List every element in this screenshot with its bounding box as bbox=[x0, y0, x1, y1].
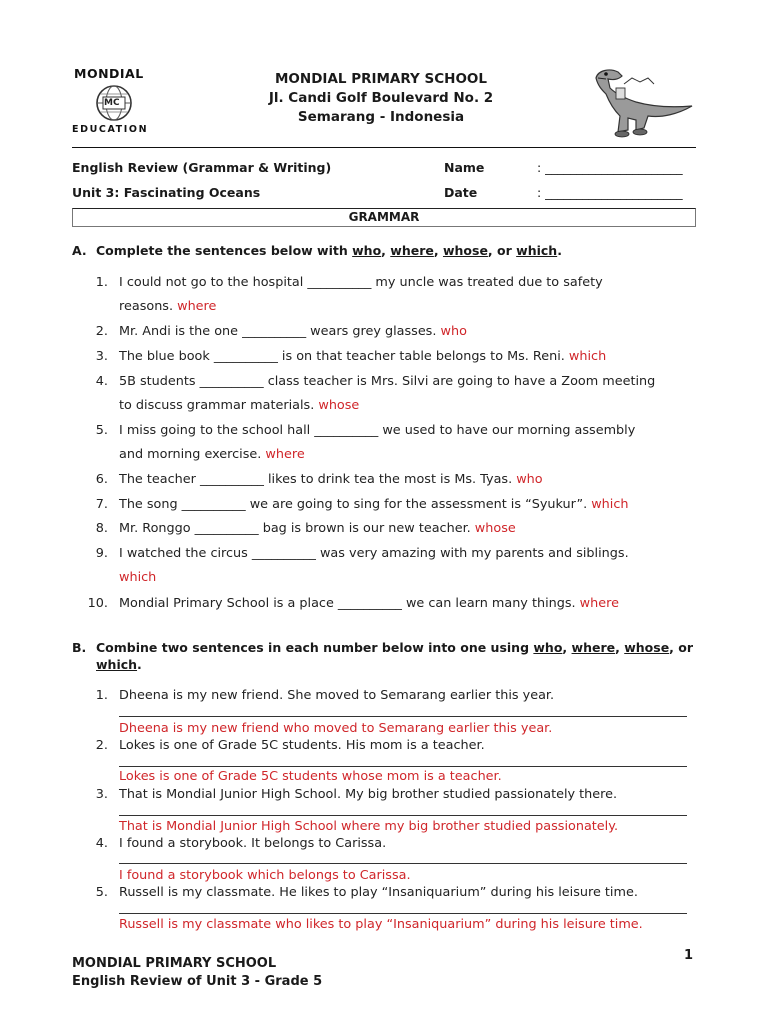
answer-text: which bbox=[119, 570, 157, 585]
page-number: 1 bbox=[684, 948, 694, 963]
footer-school-name: MONDIAL PRIMARY SCHOOL bbox=[72, 956, 277, 971]
section-a-heading bbox=[72, 242, 562, 259]
unit-title: Unit 3: Fascinating Oceans bbox=[72, 185, 261, 200]
answer-text: Dheena is my new friend who moved to Semarang earlier this year. bbox=[119, 721, 553, 736]
section-a-letter: A. bbox=[72, 243, 87, 258]
answer-text: I found a storybook which belongs to Carissa. bbox=[119, 868, 411, 883]
answer-line bbox=[119, 815, 687, 816]
answer-text: which bbox=[591, 497, 629, 512]
answer-text: where bbox=[579, 596, 619, 611]
answer-text: Russell is my classmate who likes to play “Insaniquarium” during his leisure time. bbox=[119, 917, 643, 932]
grammar-heading: GRAMMAR bbox=[72, 208, 696, 227]
list-item: 4. I found a storybook. It belongs to Carissa. I found a storybook which belongs to Carissa. bbox=[0, 836, 768, 886]
list-item: 5. Russell is my classmate. He likes to play “Insaniquarium” during his leisure time. Russell is my classmate who likes to play “Insaniquarium” during his leisure time. bbox=[0, 885, 768, 935]
section-b-letter: B. bbox=[72, 640, 87, 655]
date-field[interactable]: : ______________________ bbox=[537, 185, 683, 200]
answer-text: who bbox=[516, 472, 543, 487]
section-a-instruction: Complete the sentences below with who, where, whose, or which. bbox=[96, 243, 562, 258]
date-label: Date bbox=[444, 185, 478, 200]
answer-line bbox=[119, 766, 687, 767]
answer-text: where bbox=[177, 299, 217, 314]
footer-subtitle: English Review of Unit 3 - Grade 5 bbox=[72, 974, 323, 989]
logo-top-text: MONDIAL bbox=[74, 66, 144, 81]
answer-line bbox=[119, 913, 687, 914]
list-item: 3. That is Mondial Junior High School. My big brother studied passionately there. That is Mondial Junior High School where my big brother studied passionately. bbox=[0, 787, 768, 837]
school-city: Semarang - Indonesia bbox=[297, 109, 465, 125]
list-item: 1. Dheena is my new friend. She moved to Semarang earlier this year. Dheena is my new friend who moved to Semarang earlier this year. bbox=[0, 688, 768, 738]
dinosaur-mascot-icon bbox=[588, 64, 698, 142]
answer-text: which bbox=[568, 349, 607, 364]
section-b-instruction: Combine two sentences in each number below into one using who, where, whose, or bbox=[96, 640, 694, 655]
answer-text: whose bbox=[474, 521, 516, 536]
name-label: Name bbox=[444, 160, 485, 175]
name-field[interactable]: : ______________________ bbox=[537, 160, 683, 175]
answer-text: Lokes is one of Grade 5C students whose mom is a teacher. bbox=[119, 769, 502, 784]
school-name: MONDIAL PRIMARY SCHOOL bbox=[275, 71, 487, 87]
logo-bottom-text: EDUCATION bbox=[72, 124, 149, 135]
answer-text: where bbox=[265, 447, 305, 462]
answer-line bbox=[119, 863, 687, 864]
header-divider bbox=[72, 147, 696, 148]
section-b-heading: B. Combine two sentences in each number below into one using who, where, whose, or which. bbox=[72, 640, 694, 672]
answer-text: That is Mondial Junior High School where my big brother studied passionately. bbox=[119, 819, 619, 834]
school-address: Jl. Candi Golf Boulevard No. 2 bbox=[268, 90, 494, 106]
answer-text: whose bbox=[318, 398, 360, 413]
subject-title: English Review (Grammar & Writing) bbox=[72, 160, 332, 175]
list-item: 2. Lokes is one of Grade 5C students. His mom is a teacher. Lokes is one of Grade 5C students whose mom is a teacher. bbox=[0, 738, 768, 788]
answer-line bbox=[119, 716, 687, 717]
logo-mark: MC bbox=[104, 98, 120, 108]
answer-text: who bbox=[440, 324, 467, 339]
